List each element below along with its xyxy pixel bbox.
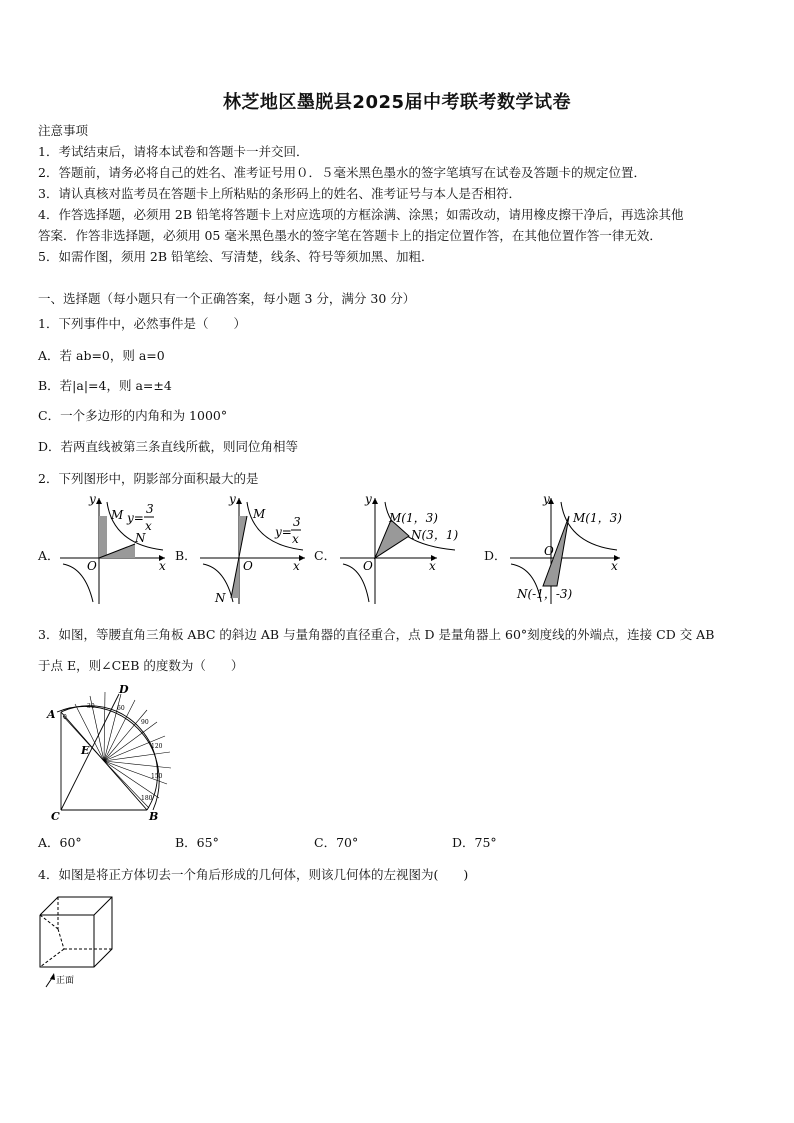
q2-label-b: B． [175,548,197,563]
origin-label: O [363,559,373,573]
q3-option-a: A．60° [38,835,82,850]
q2-figure-d [505,492,625,607]
origin-label: O [87,559,97,573]
point-c-label: C [51,810,60,822]
tick-label-90: 90 [141,719,149,726]
fraction-numerator: 3 [146,502,154,516]
fraction-denominator: x [145,519,152,533]
section-heading: 一、选择题（每小题只有一个正确答案，每小题 3 分，满分 30 分） [38,291,416,306]
q1-stem: 1．下列事件中，必然事件是（ ） [38,316,246,331]
q1-option-b: B．若|a|=4，则 a=±4 [38,378,172,393]
point-a-label: A [47,708,56,721]
q4-stem: 4．如图是将正方体切去一个角后形成的几何体，则该几何体的左视图为( ) [38,867,469,882]
fraction-denominator: x [292,532,299,546]
point-n-label: N(-1，-3) [517,587,573,601]
point-e-label: E [81,744,90,757]
q2-figure-a [55,492,170,607]
tick-label-60: 60 [117,705,125,712]
point-m-label: M(1，3) [573,511,622,525]
notice-item-2: 2．答题前，请务必将自己的姓名、准考证号用０．５毫米黑色墨水的签字笔填写在试卷及答题卡的规定位置． [38,165,646,180]
origin-label: O [243,559,253,573]
q2-label-d: D． [484,548,507,563]
q3-stem-line1: 3．如图，等腰直角三角板 ABC 的斜边 AB 与量角器的直径重合，点 D 是量角器上 60°刻度线的外端点，连接 CD 交 AB [38,627,715,642]
y-axis-label: y [543,492,550,506]
q3-figure [45,682,190,822]
q2-label-a: A． [38,548,60,563]
x-axis-label: x [611,559,618,573]
tick-label-150: 150 [151,773,163,780]
q1-option-c: C．一个多边形的内角和为 1000° [38,408,228,423]
notice-item-4-cont: 答案．作答非选择题，必须用 05 毫米黑色墨水的签字笔在答题卡上的指定位置作答，在其他位置作答一律无效． [38,228,662,243]
front-label: 正面 [56,976,75,986]
tick-label-120: 120 [151,743,163,750]
point-n-label: N [135,531,146,545]
tick-label-180: 180 [141,795,153,802]
page-title: 林芝地区墨脱县2025届中考联考数学试卷 [222,92,572,113]
tick-label-0: 0 [63,714,67,721]
notice-item-5: 5．如需作图，须用 2B 铅笔绘、写清楚，线条、符号等须加黑、加粗． [38,249,434,264]
q2-figure-c [335,492,465,607]
q3-option-d: D．75° [452,835,497,850]
q3-option-c: C．70° [314,835,359,850]
q2-figure-b [195,492,310,607]
notice-item-3: 3．请认真核对监考员在答题卡上所粘贴的条形码上的姓名、准考证号与本人是否相符． [38,186,521,201]
q1-option-d: D．若两直线被第三条直线所截，则同位角相等 [38,439,299,454]
point-d-label: D [119,683,129,696]
q2-stem: 2．下列图形中，阴影部分面积最大的是 [38,471,259,486]
point-n-label: N [215,591,226,605]
fraction-numerator: 3 [293,515,301,529]
point-m-label: M [111,508,124,522]
x-axis-label: x [293,559,300,573]
y-axis-label: y [229,492,236,506]
point-b-label: B [149,810,159,822]
x-axis-label: x [429,559,436,573]
y-axis-label: y [89,492,96,506]
notice-heading: 注意事项 [38,123,89,138]
origin-label: O [544,544,554,558]
point-n-label: N(3，1) [411,528,459,542]
y-axis-label: y [365,492,372,506]
equation-label: y= [127,511,144,525]
q3-stem-line2: 于点 E，则∠CEB 的度数为（ ） [38,658,244,673]
notice-item-1: 1．考试结束后，请将本试卷和答题卡一并交回． [38,144,309,159]
tick-label-30: 30 [87,703,95,710]
q4-figure [36,893,128,991]
q2-label-c: C． [314,548,337,563]
point-m-label: M(1，3) [389,511,438,525]
point-m-label: M [253,507,266,521]
equation-label: y= [275,525,292,539]
x-axis-label: x [159,559,166,573]
q1-option-a: A．若 ab=0，则 a=0 [38,348,165,363]
notice-item-4: 4．作答选择题，必须用 2B 铅笔将答题卡上对应选项的方框涂满、涂黑；如需改动，请用橡皮擦干净后，再选涂其他 [38,207,684,222]
q3-option-b: B．65° [175,835,219,850]
